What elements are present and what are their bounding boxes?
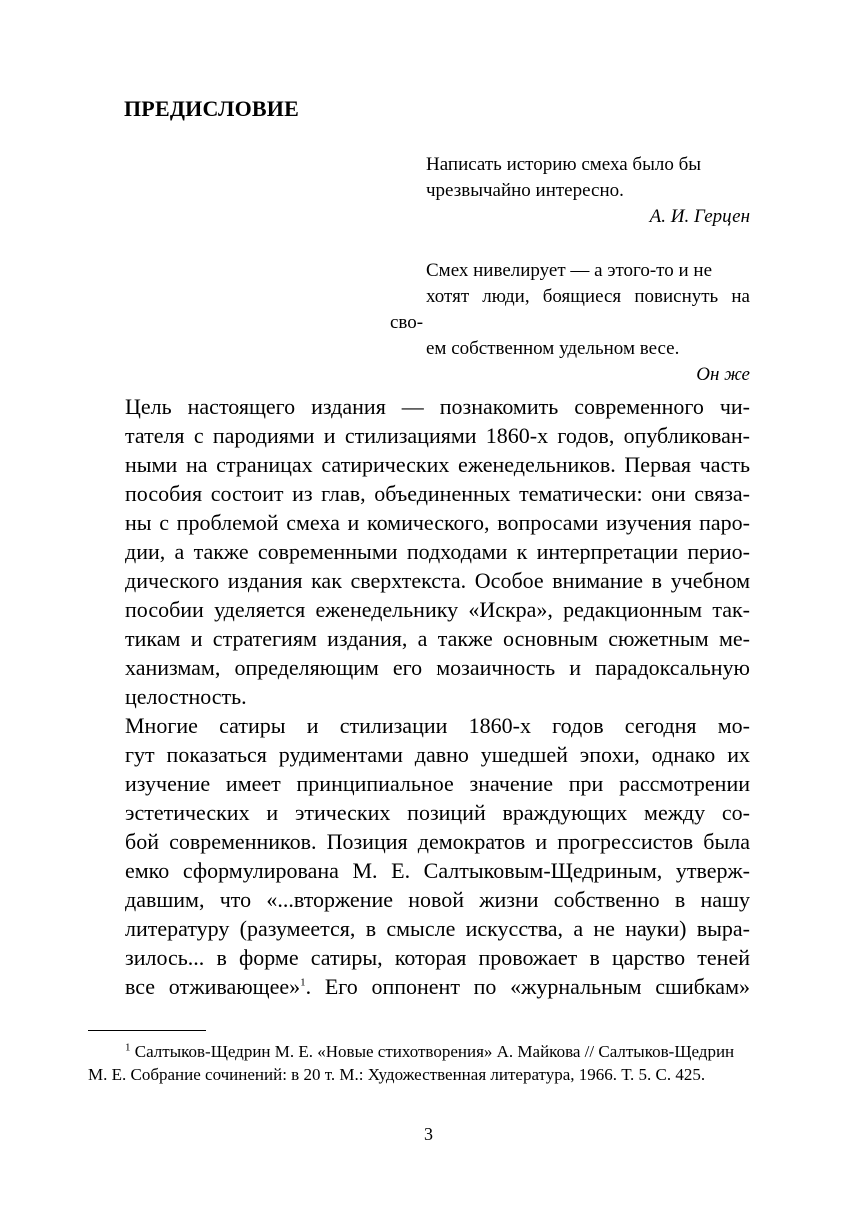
text-line: ханизмам, определяющим его мозаичность и парадоксальную	[125, 655, 750, 680]
text-line: тикам и стратегиям издания, а также основным сюжетным ме-	[125, 626, 750, 651]
text-line: зилось... в форме сатиры, которая провожает в царство теней	[125, 945, 750, 970]
text-line: дического издания как сверхтекста. Особое внимание в учебном	[125, 568, 750, 593]
epigraph-line: хотят люди, боящиеся повиснуть на сво-	[390, 286, 750, 333]
text-segment: . Его оппонент по «журнальным сшибкам»	[305, 974, 750, 999]
footnote-number: 1	[125, 1041, 131, 1054]
epigraph-quote	[390, 152, 750, 204]
text-line: целостность.	[125, 684, 247, 709]
text-segment: все отживающее»	[125, 974, 301, 999]
epigraph-line: ем собственном удельном весе.	[426, 338, 680, 359]
epigraph-author: А. И. Герцен	[649, 206, 750, 227]
epigraph-2	[390, 258, 750, 388]
paragraph-2	[88, 711, 750, 1001]
footnote-separator	[88, 1030, 206, 1031]
text-line: дии, а также современными подходами к интерпретации перио-	[125, 539, 750, 564]
text-line: пособии уделяется еженедельнику «Искра», редакционным так-	[125, 597, 750, 622]
epigraph-line: чрезвычайно интересно.	[426, 180, 624, 201]
text-line: емко сформулирована М. Е. Салтыковым-Щедриным, утверж-	[125, 858, 750, 883]
text-line: пособия состоит из глав, объединенных тематически: они связа-	[125, 481, 750, 506]
epigraph-1	[390, 152, 750, 230]
page-number: 3	[424, 1124, 433, 1144]
epigraph-line: Написать историю смеха было бы	[426, 154, 701, 175]
text-line: изучение имеет принципиальное значение при рассмотрении	[125, 771, 750, 796]
footnote-text: Салтыков-Щедрин М. Е. «Новые стихотворения» А. Майкова // Салтыков-Щедрин М. Е. Собрание сочинений: в 20 т. М.: Художественная литература, 1966. Т. 5. С. 425.	[88, 1042, 735, 1084]
text-line: гут показаться рудиментами давно ушедшей эпохи, однако их	[125, 742, 750, 767]
page-title: ПРЕДИСЛОВИЕ	[124, 96, 299, 121]
text-line: Цель настоящего издания — познакомить современного чи-	[125, 394, 750, 419]
paragraph-1	[88, 392, 750, 711]
text-line: давшим, что «...вторжение новой жизни собственно в нашу	[125, 887, 750, 912]
epigraph-quote	[390, 258, 750, 362]
text-line: Многие сатиры и стилизации 1860-х годов сегодня мо-	[125, 713, 750, 738]
body-text	[88, 392, 750, 1001]
epigraph-line: Смех нивелирует — а этого-то и не	[426, 260, 713, 281]
text-line: литературу (разумеется, в смысле искусства, а не науки) выра-	[125, 916, 750, 941]
epigraph-author: Он же	[696, 364, 750, 385]
text-line: эстетических и этических позиций враждующих между со-	[125, 800, 750, 825]
text-line: тателя с пародиями и стилизациями 1860-х годов, опубликован-	[125, 423, 750, 448]
text-line: ными на страницах сатирических еженедельников. Первая часть	[125, 452, 750, 477]
footnote	[88, 1040, 750, 1086]
text-line: ны с проблемой смеха и комического, вопросами изучения паро-	[125, 510, 750, 535]
text-line: бой современников. Позиция демократов и прогрессистов была	[125, 829, 750, 854]
footnote-ref[interactable]: 1	[300, 976, 306, 989]
text-line	[88, 972, 750, 1001]
